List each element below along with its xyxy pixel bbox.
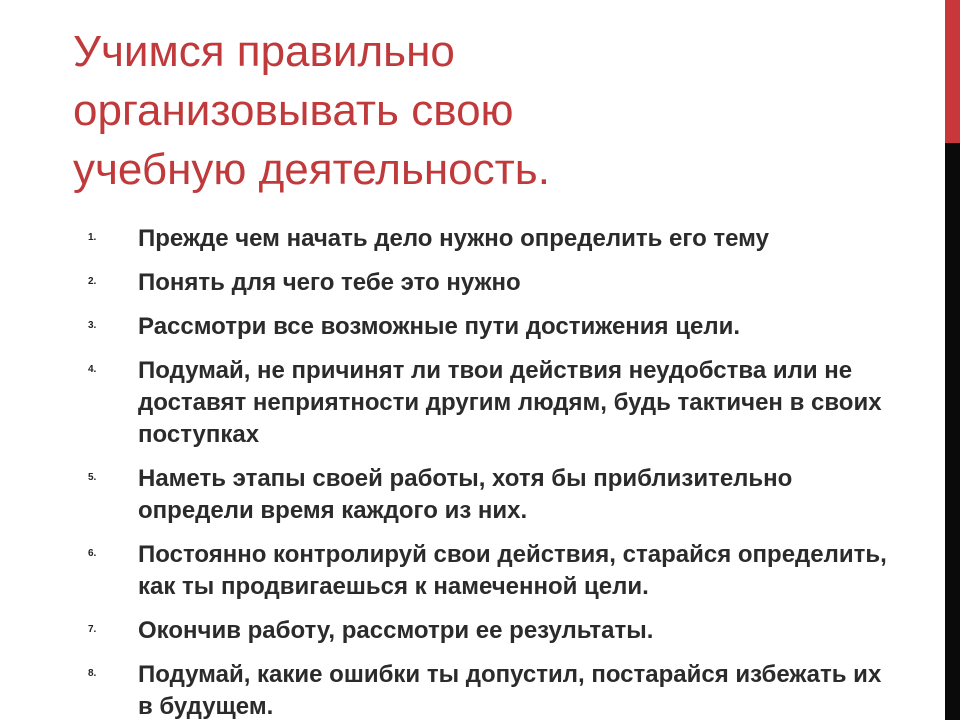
list-item — [88, 223, 888, 255]
list-item-number: 8. — [88, 668, 97, 679]
list-item-number: 1. — [88, 232, 97, 243]
list-item-number: 3. — [88, 320, 97, 331]
list-item — [88, 615, 888, 647]
slide-title — [73, 22, 893, 199]
list-item-number: 6. — [88, 548, 97, 559]
list-item — [88, 355, 888, 451]
title-line-3: учебную деятельность. — [73, 145, 550, 194]
title-line-2: организовывать свою — [73, 86, 514, 135]
list-item-number: 7. — [88, 624, 97, 635]
title-line-1: Учимся правильно — [73, 27, 455, 76]
list-item — [88, 539, 888, 603]
list-item-text: Постоянно контролируй свои действия, старайся определить, как ты продвигаешься к намеченной цели. — [138, 541, 887, 600]
list-item-text: Наметь этапы своей работы, хотя бы приблизительно определи время каждого из них. — [138, 465, 793, 524]
list-item-number: 2. — [88, 276, 97, 287]
list-item-number: 5. — [88, 472, 97, 483]
list-item-text: Окончив работу, рассмотри ее результаты. — [138, 617, 654, 644]
accent-bar-red — [945, 0, 960, 143]
list-item-text: Подумай, какие ошибки ты допустил, постарайся избежать их в будущем. — [138, 661, 882, 720]
list-item-text: Рассмотри все возможные пути достижения цели. — [138, 313, 740, 340]
list-item — [88, 311, 888, 343]
accent-bar — [945, 0, 960, 720]
list-item — [88, 267, 888, 299]
list-item — [88, 659, 888, 720]
list-item-text: Подумай, не причинят ли твои действия неудобства или не доставят неприятности другим людям, будь тактичен в своих поступках — [138, 357, 882, 448]
list-item-text: Прежде чем начать дело нужно определить его тему — [138, 225, 769, 252]
list-item — [88, 463, 888, 527]
list-item-number: 4. — [88, 364, 97, 375]
numbered-list — [88, 223, 888, 720]
list-item-text: Понять для чего тебе это нужно — [138, 269, 521, 296]
accent-bar-black — [945, 143, 960, 720]
